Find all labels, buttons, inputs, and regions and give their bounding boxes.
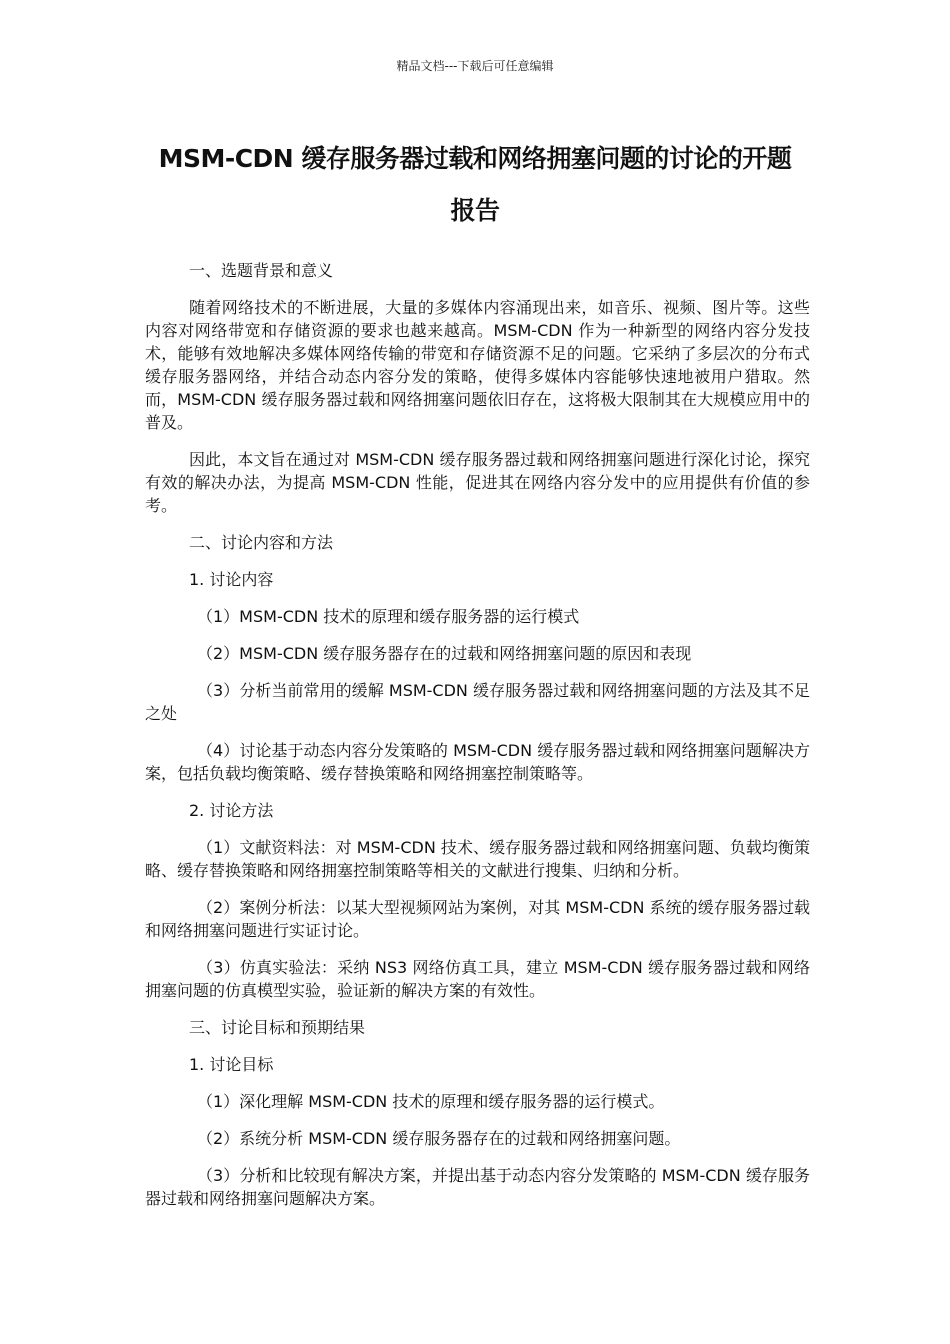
subheading-goals: 1. 讨论目标 [189, 1055, 274, 1074]
section-heading-1: 一、选题背景和意义 [189, 261, 334, 280]
title-line-1: MSM-CDN 缓存服务器过载和网络拥塞问题的讨论的开题 [158, 144, 792, 173]
list-item: （3）分析当前常用的缓解 MSM-CDN 缓存服务器过载和网络拥塞问题的方法及其不足之处 [145, 681, 810, 723]
document-body [145, 259, 810, 1224]
subheading-method: 2. 讨论方法 [189, 801, 274, 820]
list-item: （1）MSM-CDN 技术的原理和缓存服务器的运行模式 [197, 607, 580, 626]
list-item: （3）仿真实验法：采纳 NS3 网络仿真工具，建立 MSM-CDN 缓存服务器过载和网络拥塞问题的仿真模型实验，验证新的解决方案的有效性。 [145, 958, 810, 1000]
subheading-content: 1. 讨论内容 [189, 570, 274, 589]
header-watermark: 精品文档---下载后可任意编辑 [396, 59, 554, 73]
list-item: （2）系统分析 MSM-CDN 缓存服务器存在的过载和网络拥塞问题。 [197, 1129, 681, 1148]
list-item: （3）分析和比较现有解决方案，并提出基于动态内容分发策略的 MSM-CDN 缓存服务器过载和网络拥塞问题解决方案。 [145, 1166, 810, 1208]
paragraph-purpose: 因此，本文旨在通过对 MSM-CDN 缓存服务器过载和网络拥塞问题进行深化讨论，探究有效的解决办法，为提高 MSM-CDN 性能，促进其在网络内容分发中的应用提供有价值的参考。 [145, 450, 810, 515]
paragraph-background: 随着网络技术的不断进展，大量的多媒体内容涌现出来，如音乐、视频、图片等。这些内容对网络带宽和存储资源的要求也越来越高。MSM-CDN 作为一种新型的网络内容分发技术，能够有效地解决多媒体网络传输的带宽和存储资源不足的问题。它采纳了多层次的分布式缓存服务器网络，并结合动态内容分发的策略，使得多媒体内容能够快速地被用户猎取。然而，MSM-CDN 缓存服务器过载和网络拥塞问题依旧存在，这将极大限制其在大规模应用中的普及。 [145, 298, 810, 432]
section-heading-3: 三、讨论目标和预期结果 [189, 1018, 366, 1037]
list-item: （4）讨论基于动态内容分发策略的 MSM-CDN 缓存服务器过载和网络拥塞问题解决方案，包括负载均衡策略、缓存替换策略和网络拥塞控制策略等。 [145, 741, 810, 783]
title-line-2: 报告 [450, 196, 500, 225]
list-item: （1）深化理解 MSM-CDN 技术的原理和缓存服务器的运行模式。 [197, 1092, 665, 1111]
list-item: （2）MSM-CDN 缓存服务器存在的过载和网络拥塞问题的原因和表现 [197, 644, 692, 663]
section-heading-2: 二、讨论内容和方法 [189, 533, 334, 552]
list-item: （2）案例分析法：以某大型视频网站为案例，对其 MSM-CDN 系统的缓存服务器过载和网络拥塞问题进行实证讨论。 [145, 898, 810, 940]
list-item: （1）文献资料法：对 MSM-CDN 技术、缓存服务器过载和网络拥塞问题、负载均衡策略、缓存替换策略和网络拥塞控制策略等相关的文献进行搜集、归纳和分析。 [145, 838, 810, 880]
document-title [100, 133, 850, 237]
